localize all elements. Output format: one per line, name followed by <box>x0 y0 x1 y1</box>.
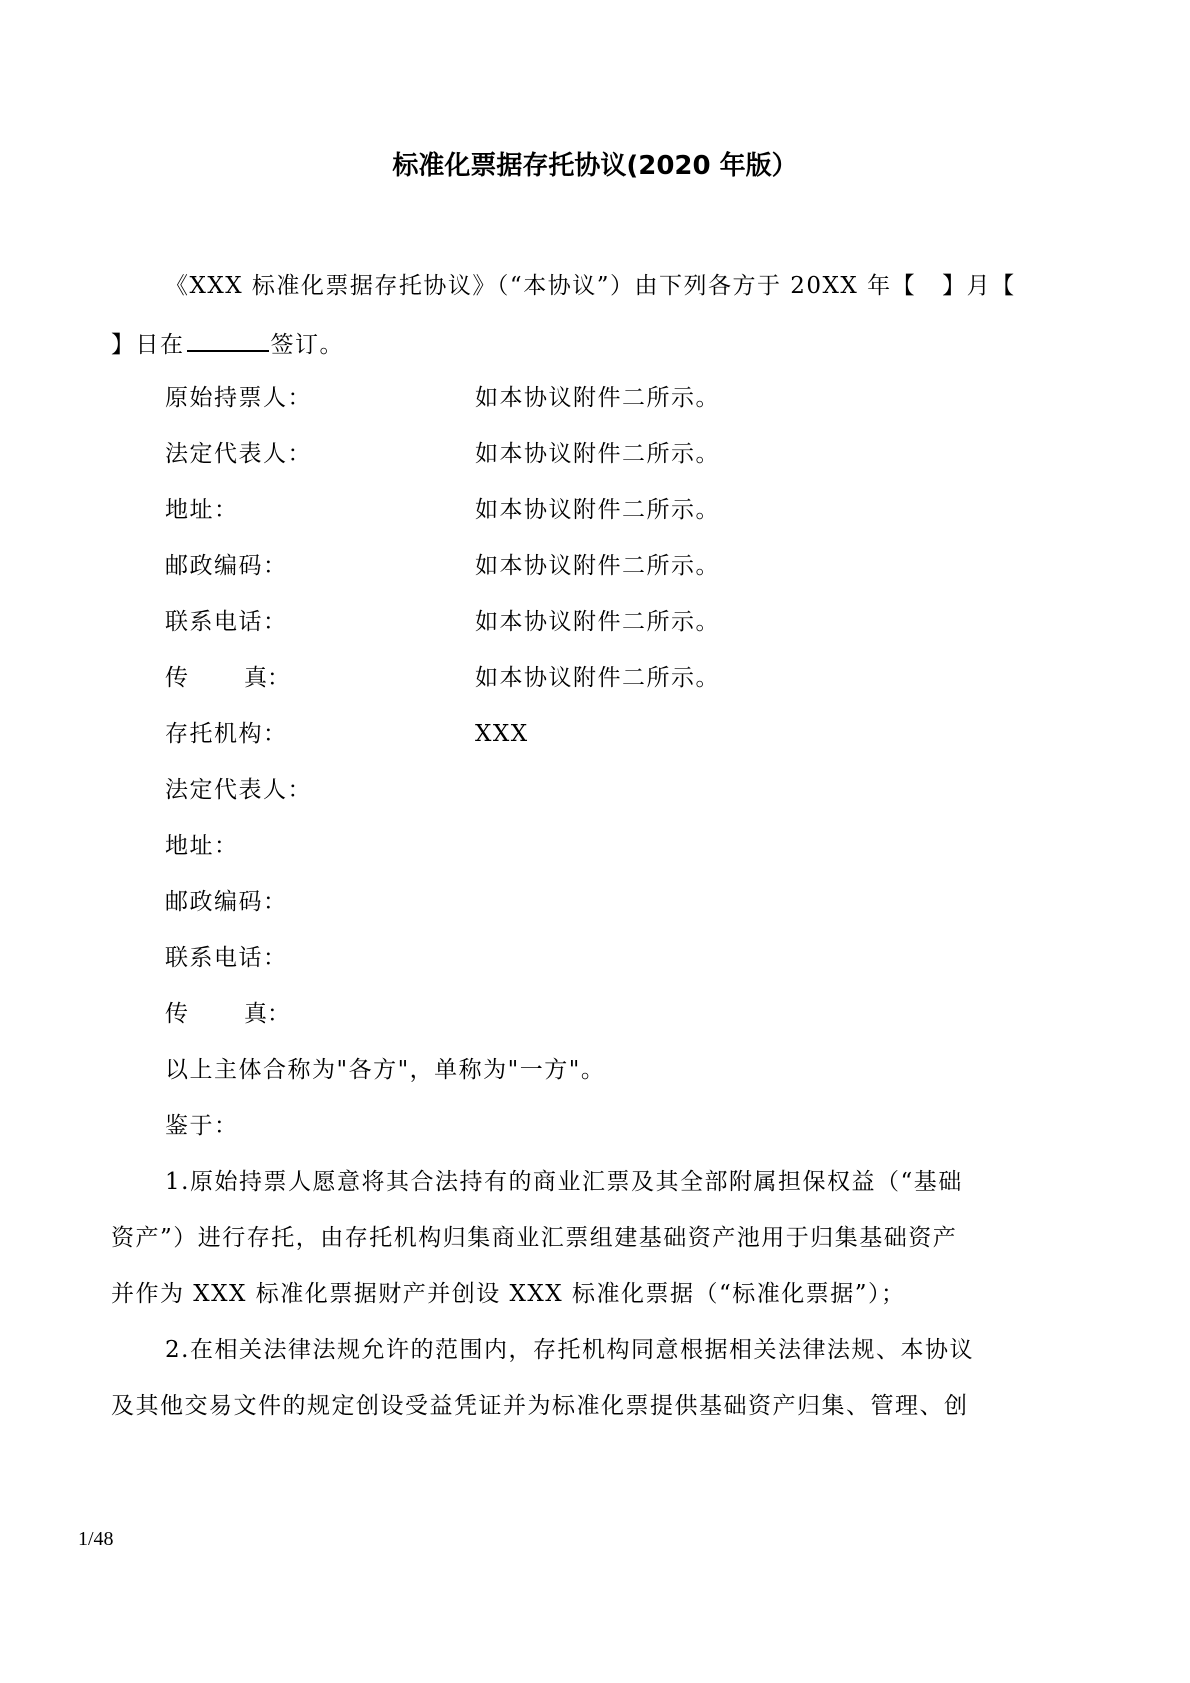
clause-2-line: 2.在相关法律法规允许的范围内，存托机构同意根据相关法律法规、本协议 <box>165 1337 974 1363</box>
collective-names: 以上主体合称为"各方"，单称为"一方"。 <box>165 1057 606 1083</box>
field-label: 存托机构： <box>165 721 288 747</box>
field-value: 如本协议附件二所示。 <box>475 665 720 691</box>
field-label: 联系电话： <box>165 945 288 971</box>
field-label: 地址： <box>165 497 239 523</box>
depositary-field-row <box>165 828 475 864</box>
whereas-heading: 鉴于： <box>165 1113 239 1139</box>
field-value: 如本协议附件二所示。 <box>475 553 720 579</box>
depositary-field-row <box>165 716 529 752</box>
field-value: 如本协议附件二所示。 <box>475 609 720 635</box>
clause-2-line: 及其他交易文件的规定创设受益凭证并为标准化票提供基础资产归集、管理、创 <box>111 1393 969 1419</box>
field-label: 法定代表人： <box>165 777 312 803</box>
holder-field-row <box>165 380 720 416</box>
depositary-field-row <box>165 884 475 920</box>
holder-field-row <box>165 604 720 640</box>
intro-text-a: 《XXX 标准化票据存托协议》（“本协议”）由下列各方于 20XX 年【 <box>165 273 917 299</box>
field-label: 原始持票人： <box>165 385 312 411</box>
holder-field-row <box>165 436 720 472</box>
holder-field-row <box>165 660 720 696</box>
field-label <box>165 660 475 696</box>
intro-text-d: 签订。 <box>270 332 344 358</box>
depositary-field-row <box>165 996 475 1032</box>
field-value: 如本协议附件二所示。 <box>475 497 720 523</box>
holder-field-row <box>165 492 720 528</box>
field-value: XXX <box>475 721 529 747</box>
depositary-field-row <box>165 772 475 808</box>
place-blank <box>187 324 269 352</box>
depositary-field-row <box>165 940 475 976</box>
field-label: 法定代表人： <box>165 441 312 467</box>
holder-field-row <box>165 548 720 584</box>
field-label-part: 传 <box>165 665 188 691</box>
clause-1-line: 资产”）进行存托，由存托机构归集商业汇票组建基础资产池用于归集基础资产 <box>111 1225 958 1251</box>
clause-1-line: 1.原始持票人愿意将其合法持有的商业汇票及其全部附属担保权益（“基础 <box>165 1169 963 1195</box>
intro-line-1 <box>165 268 1016 304</box>
field-value: 如本协议附件二所示。 <box>475 441 720 467</box>
field-label-part: 传 <box>165 1001 188 1027</box>
field-label: 联系电话： <box>165 609 288 635</box>
clause-1-line: 并作为 XXX 标准化票据财产并创设 XXX 标准化票据（“标准化票据”）； <box>111 1281 906 1307</box>
field-label-part: 真： <box>244 1001 290 1027</box>
field-label <box>165 996 475 1032</box>
field-label-part: 真： <box>244 665 290 691</box>
field-label: 邮政编码： <box>165 553 288 579</box>
page-number: 1/48 <box>78 1528 114 1550</box>
field-label: 邮政编码： <box>165 889 288 915</box>
intro-text-b: 】月【 <box>942 273 1016 299</box>
field-value: 如本协议附件二所示。 <box>475 385 720 411</box>
document-title: 标准化票据存托协议(2020 年版） <box>392 151 798 181</box>
field-label: 地址： <box>165 833 239 859</box>
intro-text-c: 】日在 <box>111 332 185 358</box>
intro-line-2 <box>111 324 344 363</box>
